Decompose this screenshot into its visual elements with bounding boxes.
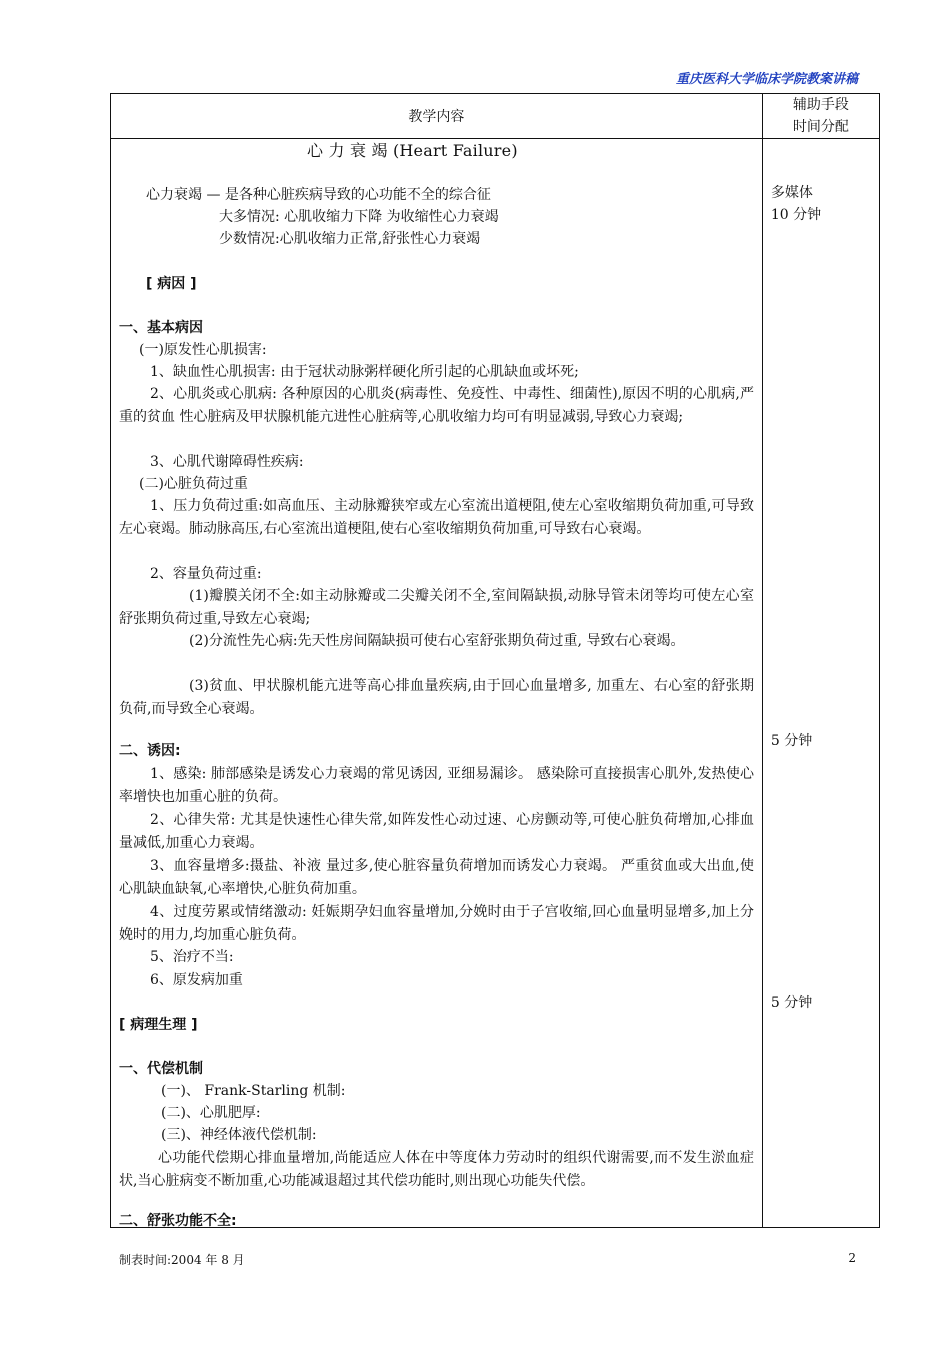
- section-pathophysiology: [ 病理生理 ]: [119, 1017, 198, 1033]
- myocarditis-para: 2、心肌炎或心肌病: 各种原因的心肌炎(病毒性、免疫性、中毒性、细菌性),原因不明的心肌病,严重的贫血 性心脏病及甲状腺机能亢进性心脏病等,心肌收缩力均可有明显减弱,导致心力衰竭;: [119, 386, 754, 425]
- ischemic-damage: 1、缺血性心肌损害: 由于冠状动脉粥样硬化所引起的心肌缺血或坏死;: [150, 364, 579, 380]
- valve-para: (1)瓣膜关闭不全:如主动脉瓣或二尖瓣关闭不全,室间隔缺损,动脉导管未闭等均可使左心室舒张期负荷过重,导致左心衰竭;: [119, 588, 754, 627]
- improper-treatment: 5、治疗不当:: [150, 949, 234, 965]
- definition-line-2: 大多情况: 心肌收缩力下降 为收缩性心力衰竭: [219, 209, 499, 225]
- compensation-2: (二)、心肌肥厚:: [161, 1105, 261, 1121]
- aux-time-3: 5 分钟: [770, 995, 813, 1011]
- anemia-para: (3)贫血、甲状腺机能亢进等高心排血量疾病,由于回心血量增多, 加重左、右心室的舒张期负荷,而导致全心衰竭。: [119, 678, 754, 717]
- definition-line-1: 心力衰竭 — 是各种心脏疾病导致的心功能不全的综合征: [146, 187, 491, 203]
- pressure-overload-para: 1、压力负荷过重:如高血压、主动脉瓣狭窄或左心室流出道梗阻,使左心室收缩期负荷加重,可导致左心衰竭。肺动脉高压,右心室流出道梗阻,使右心室收缩期负荷加重,可导致右心衰竭。: [119, 498, 754, 537]
- arrhythmia-para: 2、心律失常: 尤其是快速性心律失常,如阵发性心动过速、心房颤动等,可使心脏负荷增加,心排血量减低,加重心力衰竭。: [119, 812, 754, 851]
- volume-overload: 2、容量负荷过重:: [150, 566, 262, 582]
- content-column-header: 教学内容: [111, 94, 763, 139]
- shunt-para: (2)分流性先心病:先天性房间隔缺损可使右心室舒张期负荷过重, 导致右心衰竭。: [189, 633, 685, 649]
- metabolic-disease: 3、心肌代谢障碍性疾病:: [150, 454, 304, 470]
- blood-volume-para: 3、血容量增多:摄盐、补液 量过多,使心脏容量负荷增加而诱发心力衰竭。 严重贫血或大出血,使心肌缺血缺氧,心率增快,心脏负荷加重。: [119, 858, 754, 897]
- section-etiology: [ 病因 ]: [146, 276, 197, 292]
- aux-cell: [762, 139, 879, 1228]
- infection-para: 1、感染: 肺部感染是诱发心力衰竭的常见诱因, 亚细易漏诊。 感染除可直接损害心肌外,发热使心率增快也加重心脏的负荷。: [119, 766, 754, 805]
- heading-triggers: 二、诱因:: [119, 743, 181, 759]
- compensation-1: (一)、 Frank-Starling 机制:: [161, 1083, 346, 1099]
- aux-time-2: 5 分钟: [770, 733, 813, 749]
- primary-disease-worse: 6、原发病加重: [150, 972, 243, 988]
- definition-line-3: 少数情况:心肌收缩力正常,舒张性心力衰竭: [219, 231, 481, 247]
- heading-basic-cause: 一、基本病因: [119, 320, 203, 336]
- lesson-title: 心 力 衰 竭 (Heart Failure): [307, 141, 518, 160]
- aux-column-header: [762, 94, 879, 139]
- content-cell: [111, 139, 763, 1228]
- heading-compensation: 一、代偿机制: [119, 1061, 203, 1077]
- aux-header-line1: 辅助手段: [792, 97, 849, 113]
- heading-overload: (二)心脏负荷过重: [139, 476, 248, 492]
- overwork-para: 4、过度劳累或情绪激动: 妊娠期孕妇血容量增加,分娩时由于子宫收缩,回心血量明显增多,加上分娩时的用力,均加重心脏负荷。: [119, 904, 754, 943]
- lesson-table: [110, 93, 880, 1228]
- institution-header: 重庆医科大学临床学院教案讲稿: [675, 72, 858, 87]
- compensation-para: 心功能代偿期心排血量增加,尚能适应人体在中等度体力劳动时的组织代谢需要,而不发生淤血症状,当心脏病变不断加重,心功能减退超过其代偿功能时,则出现心功能失代偿。: [119, 1150, 754, 1189]
- aux-time-1: 10 分钟: [770, 207, 822, 223]
- page-number: 2: [848, 1251, 856, 1265]
- aux-header-line2: 时间分配: [792, 119, 849, 135]
- aux-media: 多媒体: [770, 185, 813, 201]
- primary-damage: (一)原发性心肌损害:: [139, 342, 267, 358]
- footer-date: 制表时间:2004 年 8 月: [119, 1253, 245, 1267]
- compensation-3: (三)、神经体液代偿机制:: [161, 1127, 317, 1143]
- heading-diastolic: 二、舒张功能不全:: [119, 1213, 237, 1229]
